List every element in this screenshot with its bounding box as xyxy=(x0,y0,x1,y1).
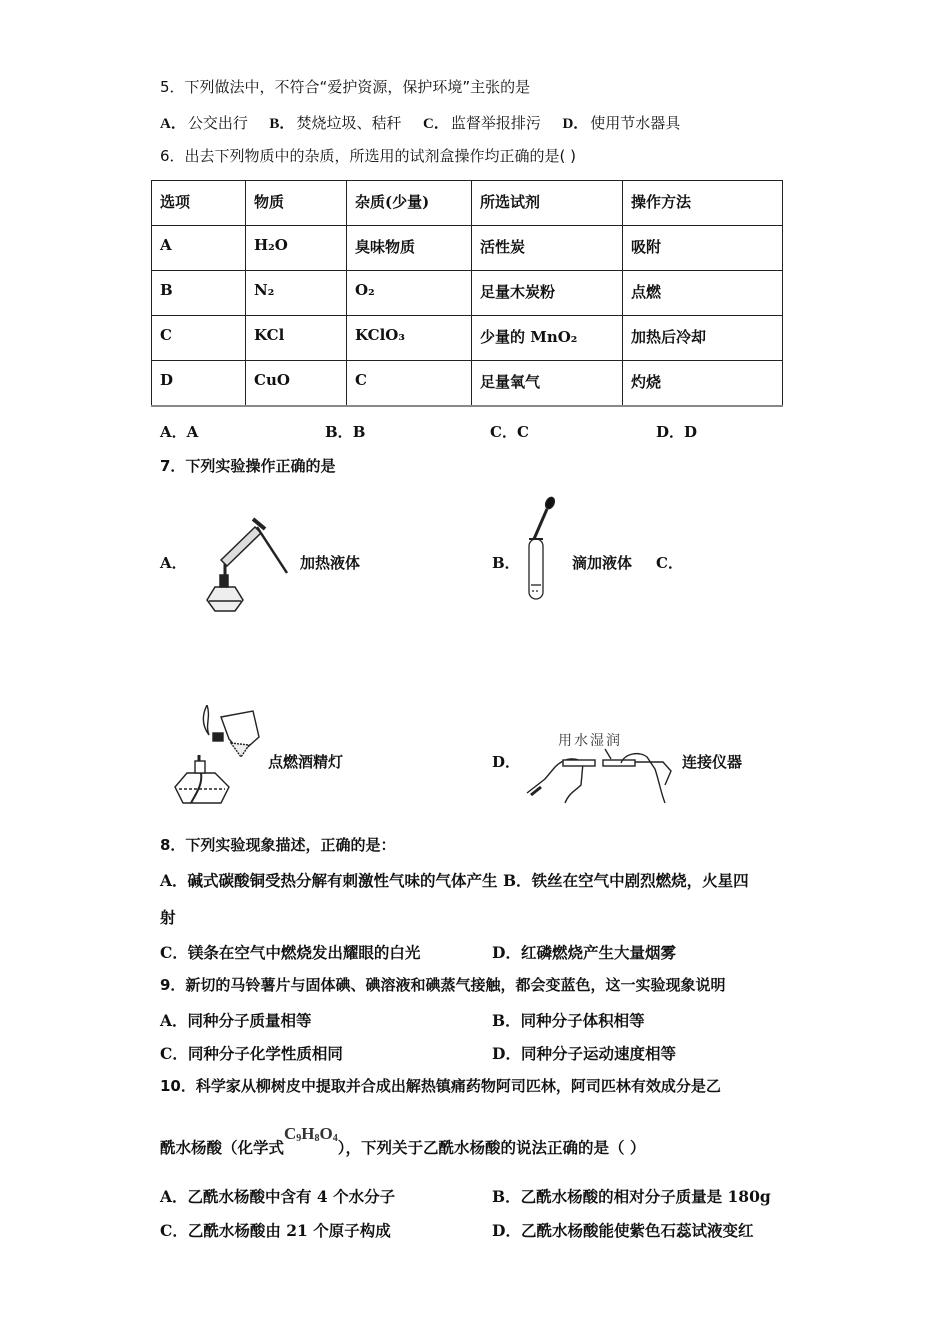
q10-stem-post: ），下列关于乙酰水杨酸的说法正确的是（ ） xyxy=(337,1138,646,1157)
q5-stem: 5．下列做法中，不符合“爱护资源，保护环境”主张的是 xyxy=(160,78,531,96)
table-row xyxy=(152,271,783,316)
table-cell: B xyxy=(152,271,246,316)
q8-option-b-line1: 铁丝在空气中剧烈燃烧，火星四 xyxy=(531,871,749,890)
table-header: 物质 xyxy=(246,181,347,226)
q10-stem-line2 xyxy=(160,1124,646,1163)
q7-option-a-letter: A． xyxy=(160,554,187,572)
table-header: 所选试剂 xyxy=(472,181,623,226)
q7-option-d-letter: D． xyxy=(492,753,521,771)
table-cell: 点燃 xyxy=(623,271,783,316)
q7-option-c-letter: C． xyxy=(656,554,683,572)
table-cell: 足量氧气 xyxy=(472,361,623,406)
table-cell: 臭味物质 xyxy=(347,226,472,271)
table-cell: C xyxy=(152,316,246,361)
q6-option-a: A．A xyxy=(160,423,199,441)
q8-option-c: C．镁条在空气中燃烧发出耀眼的白光 xyxy=(160,943,421,962)
heating-liquid-icon xyxy=(195,515,300,615)
q5-option-a-letter: A． xyxy=(160,116,186,132)
table-header: 杂质(少量) xyxy=(347,181,472,226)
q9-option-a: A．同种分子质量相等 xyxy=(160,1011,312,1030)
q9-option-b: B．同种分子体积相等 xyxy=(492,1011,645,1030)
q7-option-d-figure-label: 用水湿润 xyxy=(558,733,622,749)
alcohol-lamp-icon xyxy=(165,705,270,810)
q5-option-c-letter: C． xyxy=(423,116,449,132)
q5-option-d: 使用节水器具 xyxy=(590,114,681,132)
q7-option-b-letter: B． xyxy=(492,554,520,572)
q8-option-a-letter: A． xyxy=(160,871,188,890)
q7-option-d-caption: 连接仪器 xyxy=(682,753,743,771)
q9-option-c: C．同种分子化学性质相同 xyxy=(160,1044,343,1063)
chemical-formula: $C_9H_8O_4$ xyxy=(284,1124,338,1144)
table-cell: 吸附 xyxy=(623,226,783,271)
q5-option-b: 焚烧垃圾、秸秆 xyxy=(296,114,402,132)
q5-options xyxy=(160,113,680,134)
q6-option-d: D．D xyxy=(656,423,698,441)
table-cell: C xyxy=(347,361,472,406)
q9-option-d: D．同种分子运动速度相等 xyxy=(492,1044,676,1063)
table-cell: N₂ xyxy=(246,271,347,316)
table-cell: 少量的 MnO₂ xyxy=(472,316,623,361)
table-cell: 足量木炭粉 xyxy=(472,271,623,316)
q7-option-a-caption: 加热液体 xyxy=(300,554,361,572)
table-header-row xyxy=(152,181,783,226)
q8-option-b-letter: B． xyxy=(502,871,532,890)
table-header: 选项 xyxy=(152,181,246,226)
q6-option-c: C．C xyxy=(490,423,529,441)
table-cell: KClO₃ xyxy=(347,316,472,361)
dropper-icon xyxy=(520,495,560,610)
q10-option-d: D．乙酰水杨酸能使紫色石蕊试液变红 xyxy=(492,1221,754,1240)
q5-option-a: 公交出行 xyxy=(187,114,248,132)
q10-option-b: B．乙酰水杨酸的相对分子质量是 180g xyxy=(492,1187,771,1206)
q6-table xyxy=(151,180,783,407)
q8-options-ab xyxy=(160,871,749,891)
table-row xyxy=(152,316,783,361)
table-cell: KCl xyxy=(246,316,347,361)
q10-option-c: C．乙酰水杨酸由 21 个原子构成 xyxy=(160,1221,391,1240)
table-row xyxy=(152,226,783,271)
table-header: 操作方法 xyxy=(623,181,783,226)
table-cell: H₂O xyxy=(246,226,347,271)
q8-stem: 8．下列实验现象描述，正确的是： xyxy=(160,836,396,854)
table-cell: D xyxy=(152,361,246,406)
table-cell: 加热后冷却 xyxy=(623,316,783,361)
q5-option-c: 监督举报排污 xyxy=(450,114,541,132)
table-cell: A xyxy=(152,226,246,271)
q7-option-b-caption: 滴加液体 xyxy=(572,554,633,572)
q10-option-a: A．乙酰水杨酸中含有 4 个水分子 xyxy=(160,1187,396,1206)
q10-stem-line1: 10．科学家从柳树皮中提取并合成出解热镇痛药物阿司匹林，阿司匹林有效成分是乙 xyxy=(160,1077,721,1095)
q7-option-c-caption: 点燃酒精灯 xyxy=(268,753,344,771)
table-cell: 灼烧 xyxy=(623,361,783,406)
q10-stem-pre: 酰水杨酸（化学式 xyxy=(160,1138,285,1157)
q9-stem: 9．新切的马铃薯片与固体碘、碘溶液和碘蒸气接触，都会变蓝色，这一实验现象说明 xyxy=(160,976,726,994)
q6-stem: 6．出去下列物质中的杂质，所选用的试剂盒操作均正确的是( ) xyxy=(160,147,577,165)
q8-option-b-line2: 射 xyxy=(160,908,176,927)
connect-apparatus-icon xyxy=(525,745,685,805)
q8-option-d: D．红磷燃烧产生大量烟雾 xyxy=(492,943,676,962)
q7-stem: 7．下列实验操作正确的是 xyxy=(160,457,336,475)
table-row xyxy=(152,361,783,406)
table-cell: 活性炭 xyxy=(472,226,623,271)
table-cell: O₂ xyxy=(347,271,472,316)
q5-option-d-letter: D． xyxy=(562,116,589,132)
q8-option-a: 碱式碳酸铜受热分解有刺激性气味的气体产生 xyxy=(187,871,498,890)
table-cell: CuO xyxy=(246,361,347,406)
q6-option-b: B．B xyxy=(325,423,366,441)
q5-option-b-letter: B． xyxy=(269,116,295,132)
